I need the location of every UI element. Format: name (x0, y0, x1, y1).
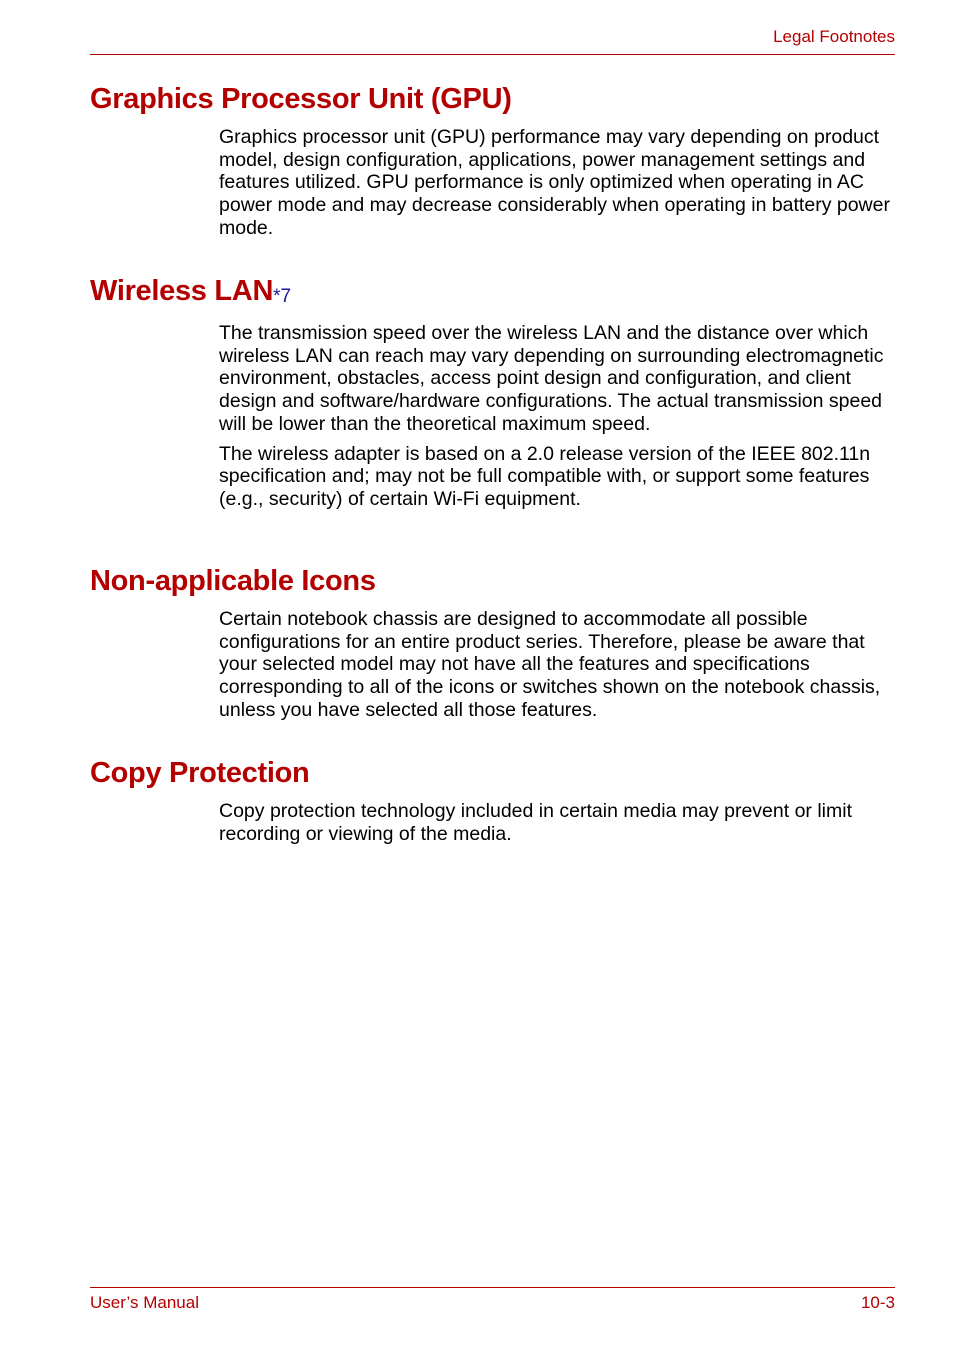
paragraph-wireless-lan-1: The transmission speed over the wireless LAN and the distance over which wireless LAN can reach may vary depending on surrounding electromagnetic environment, obstacles, access point design and configuration, and client design and software/hardware configurations. The actual transmission speed will be lower than the theoretical maximum speed. (219, 322, 884, 435)
running-header: Legal Footnotes (773, 27, 895, 46)
wireless-lan-heading-text: Wireless LAN (90, 275, 274, 307)
section-wireless-lan (90, 274, 895, 518)
section-body-wireless-lan (90, 322, 895, 511)
footer-divider (90, 1287, 895, 1288)
section-heading-non-applicable-icons: Non-applicable Icons (90, 565, 376, 597)
section-non-applicable-icons (90, 564, 895, 729)
section-gpu (90, 82, 895, 247)
header-divider (90, 54, 895, 55)
footer-manual-title: User’s Manual (90, 1293, 199, 1312)
section-body-copy-protection (90, 800, 895, 845)
footnote-link-7[interactable]: *7 (273, 286, 292, 307)
footer-page-number: 10-3 (860, 1293, 895, 1312)
section-heading-copy-protection: Copy Protection (90, 757, 310, 789)
section-heading-gpu: Graphics Processor Unit (GPU) (90, 83, 512, 115)
section-body-non-applicable-icons (90, 608, 895, 722)
paragraph-copy-protection-1: Copy protection technology included in certain media may prevent or limit recording or viewing of the media. (219, 800, 852, 845)
section-copy-protection (90, 756, 895, 852)
section-body-gpu (90, 126, 895, 240)
paragraph-gpu-1: Graphics processor unit (GPU) performance may vary depending on product model, design configuration, applications, power management settings and features utilized. GPU performance is only optimized when operating in AC power mode and may decrease considerably when operating in battery power mode. (219, 126, 890, 239)
section-heading-wireless-lan (90, 274, 895, 312)
paragraph-wireless-lan-2: The wireless adapter is based on a 2.0 release version of the IEEE 802.11n specification and; may not be full compatible with, or support some features (e.g., security) of certain Wi-Fi equipment. (219, 442, 871, 510)
paragraph-non-applicable-icons-1: Certain notebook chassis are designed to accommodate all possible configurations for an entire product series. Therefore, please be aware that your selected model may not have all the features and specifications corresponding to all of the icons or switches shown on the notebook chassis, unless you have selected all those features. (219, 608, 881, 721)
